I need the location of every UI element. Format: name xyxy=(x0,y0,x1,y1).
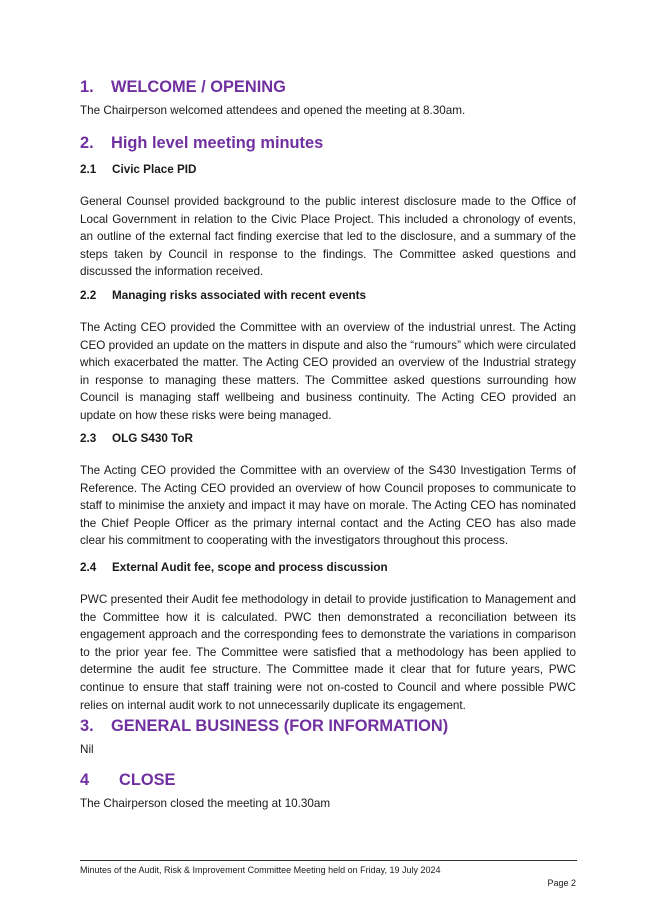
footer-text: Minutes of the Audit, Risk & Improvement Committee Meeting held on Friday, 19 July 2024 xyxy=(80,865,441,875)
subsection-text-managing-risks: The Acting CEO provided the Committee with an overview of the industrial unrest. The Acting CEO provided an update on the matters in dispute and also the “rumours” which were circulated which exacerbated the matter. The Acting CEO provided an overview of the Industrial strategy in response to managing these matters. The Committee asked questions surrounding how Council is managing staff wellbeing and business continuity. The Acting CEO provided an update on how these risks were being managed. xyxy=(80,321,576,422)
section-title: CLOSE xyxy=(119,771,176,789)
subsection-title: OLG S430 ToR xyxy=(112,432,193,445)
section-title: GENERAL BUSINESS (FOR INFORMATION) xyxy=(111,717,449,735)
subsection-heading-civic-place xyxy=(80,162,196,178)
section-number: 2. xyxy=(80,134,94,152)
subsection-text-civic-place: General Counsel provided background to the public interest disclosure made to the Office of Local Government in relation to the Civic Place Project. This included a chronology of events, an outline of the external fact finding exercise that led to the disclosure, and a summary of the steps taken by Council in response to the findings. The Committee asked questions and discussed the information received. xyxy=(80,195,576,279)
subsection-text-external-audit: PWC presented their Audit fee methodology in detail to provide justification to Management and the Committee how it is calculated. PWC then demonstrated a reconciliation between its engagement approach and the corresponding fees to demonstrate the variations in comparison to the prior year fee. The Committee were satisfied that a methodology has been applied to determine the audit fee structure. The Committee made it clear that for future years, PWC continue to ensure that staff training were not on-costed to Council and where possible PWC relies on internal audit work to not unnecessarily duplicate its engagement. xyxy=(80,593,576,712)
section-title: High level meeting minutes xyxy=(111,134,324,152)
section-heading-minutes xyxy=(80,133,323,153)
page-number: Page 2 xyxy=(547,878,576,888)
subsection-number: 2.4 xyxy=(80,561,97,574)
section-number: 1. xyxy=(80,78,94,96)
section-heading-general-business xyxy=(80,716,448,736)
subsection-title: Managing risks associated with recent events xyxy=(112,289,366,302)
subsection-number: 2.1 xyxy=(80,163,97,176)
subsection-number: 2.3 xyxy=(80,432,97,445)
subsection-text-olg-s430: The Acting CEO provided the Committee with an overview of the S430 Investigation Terms of Reference. The Acting CEO provided an overview of how Council proposes to communicate to staff to minimise the anxiety and impact it may have on morale. The Acting CEO has nominated the Chief People Officer as the primary internal contact and the Acting CEO has also made clear his commitment to cooperating with the investigators throughout this process. xyxy=(80,464,576,548)
section-text-welcome: The Chairperson welcomed attendees and opened the meeting at 8.30am. xyxy=(80,104,466,117)
subsection-heading-olg-s430 xyxy=(80,431,193,447)
subsection-title: External Audit fee, scope and process discussion xyxy=(112,561,388,574)
section-title: WELCOME / OPENING xyxy=(111,78,286,96)
section-text-close: The Chairperson closed the meeting at 10.30am xyxy=(80,797,331,810)
subsection-number: 2.2 xyxy=(80,289,97,302)
section-number: 3. xyxy=(80,717,94,735)
subsection-title: Civic Place PID xyxy=(112,163,197,176)
section-heading-welcome xyxy=(80,77,286,97)
subsection-heading-managing-risks xyxy=(80,288,366,304)
section-text-general-business: Nil xyxy=(80,743,94,756)
subsection-heading-external-audit xyxy=(80,560,388,576)
footer-divider xyxy=(80,860,577,861)
section-heading-close xyxy=(80,770,175,790)
section-number: 4 xyxy=(80,771,90,789)
